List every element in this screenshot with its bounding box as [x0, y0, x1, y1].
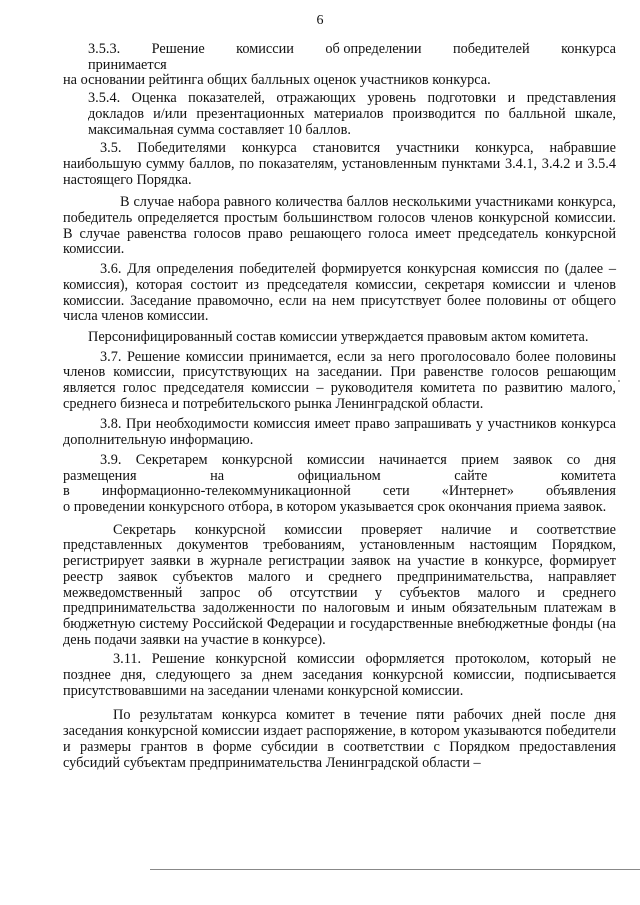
word: на: [210, 467, 225, 484]
paragraph-3-5-4-line2: докладов и/или презентационных материалов производится по балльной шкале,: [88, 105, 616, 122]
word: информационно-телекоммуникационной: [101, 483, 351, 500]
paragraph-3-6: 3.6. Для определения победителей формируется конкурсная комиссия по (далее – комиссия), которая состоит из председателя комиссии, секретаря комиссии и членов комиссии. Заседание правомочно, если на нем присутствует более половины от общего числа членов комиссии.: [63, 261, 616, 325]
paragraph-3-5-3: [63, 42, 616, 89]
word: в: [63, 483, 70, 500]
word: 3.5.3.: [88, 41, 121, 57]
word: размещения: [63, 467, 137, 484]
paragraph-3-9-line3: [63, 484, 616, 500]
paragraph-3-9-line1: 3.9. Секретарем конкурсной комиссии начинается прием заявок со дня: [100, 451, 616, 468]
paragraph-3-9-rest: о проведении конкурсного отбора, в котором указывается срок окончания приема заявок.: [63, 498, 607, 515]
paragraph-3-5-3-line1: [63, 42, 616, 58]
paragraph-3-9-line2: [63, 469, 616, 485]
paragraph-3-8: 3.8. При необходимости комиссия имеет право запрашивать у участников конкурса дополнительную информацию.: [63, 416, 616, 449]
paragraph-3-5-4-line1: 3.5.4. Оценка показателей, отражающих уровень подготовки и представления: [88, 90, 616, 107]
word: «Интернет»: [441, 483, 514, 500]
paragraph-3-5-4-line3: максимальная сумма составляет 10 баллов.: [88, 121, 351, 138]
paragraph-3-5-tie: В случае набора равного количества баллов несколькими участниками конкурса, победитель определяется простым большинством голосов членов конкурсной комиссии. В случае равенства голосов право решающего голоса имеет председатель конкурсной комиссии.: [63, 194, 616, 258]
word: комитета: [560, 467, 616, 484]
word: Решение: [151, 41, 205, 57]
paragraph-3-5-3-line2: принимается: [88, 56, 167, 73]
page-number: 6: [316, 13, 324, 28]
word: сайте: [454, 467, 488, 484]
document-body: [63, 14, 616, 771]
paragraph-3-11-results: По результатам конкурса комитет в течение пяти рабочих дней после дня заседания конкурсной комиссии издает распоряжение, в котором указываются победители и размеры грантов в форме субсидии в соответствии с Порядком предоставления субсидий субъектам предпринимательства Ленинградской области –: [63, 707, 616, 771]
word: победителей: [452, 41, 530, 57]
word: официальном: [297, 467, 381, 484]
paragraph-3-5-4: [63, 91, 616, 138]
scan-artifact: [618, 380, 620, 382]
word: объявления: [546, 483, 616, 500]
paragraph-3-7: 3.7. Решение комиссии принимается, если за него проголосовало более половины членов комиссии, присутствующих на заседании. При равенстве голосов решающим является голос председателя комиссии – руководителя комитета по развитию малого, среднего бизнеса и потребительского рынка Ленинградской области.: [63, 348, 616, 412]
paragraph-3-11: 3.11. Решение конкурсной комиссии оформляется протоколом, который не позднее дня, следующего за днем заседания конкурсной комиссии, подписывается присутствовавшими на заседании членами конкурсной комиссии.: [63, 651, 616, 699]
word: конкурса: [561, 41, 616, 57]
word: сети: [382, 483, 410, 500]
paragraph-3-5: 3.5. Победителями конкурса становится участники конкурса, набравшие наибольшую сумму баллов, по показателям, установленным пунктами 3.4.1, 3.4.2 и 3.5.4 настоящего Порядка.: [63, 140, 616, 188]
word: об определении: [325, 41, 422, 57]
paragraph-3-9: [63, 453, 616, 516]
word: комиссии: [236, 41, 294, 57]
page-bottom-edge: [150, 869, 640, 870]
paragraph-3-9-secretary: Секретарь конкурсной комиссии проверяет наличие и соответствие представленных документов требованиям, установленным настоящим Порядком, регистрирует заявки в журнале регистрации заявок на участие в конкурсе, формирует реестр заявок субъектов малого и среднего предпринимательства, направляет межведомственный запрос об отсутствии у субъектов малого и среднего предпринимательства задолженности по налоговым и иным обязательным платежам в бюджетную систему Российской Федерации и государственные внебюджетные фонды (на день подачи заявки на участие в конкурсе).: [63, 521, 616, 648]
paragraph-3-6-composition: Персонифицированный состав комиссии утверждается правовым актом комитета.: [88, 328, 589, 345]
paragraph-3-5-3-line3: на основании рейтинга общих балльных оценок участников конкурса.: [63, 72, 491, 89]
